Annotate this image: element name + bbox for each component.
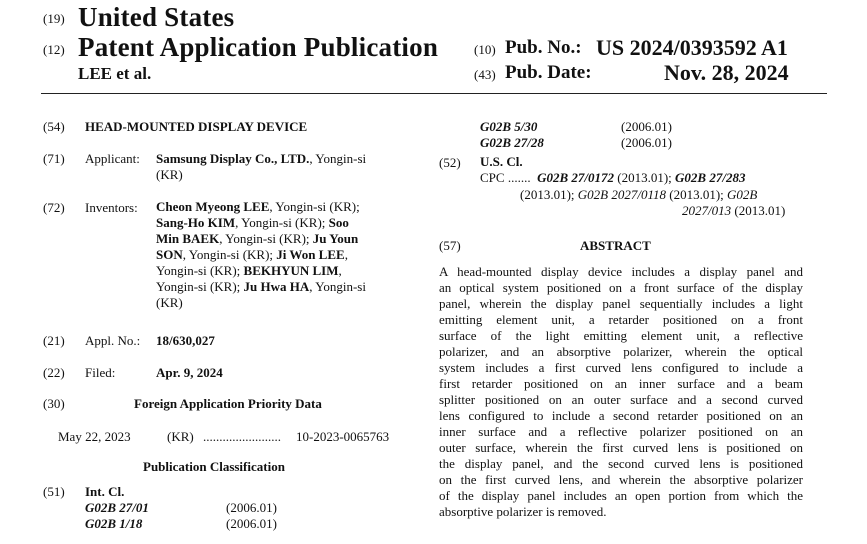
abstract-line: on the first curved lens, and wherein the absorptive polarizer	[439, 472, 803, 487]
publication-classification-heading: Publication Classification	[143, 459, 285, 474]
inventors-line	[156, 247, 406, 263]
abstract-line: the display panel, and the second curved lens is positioned	[439, 456, 803, 471]
inventor-name: Ju Youn	[312, 231, 359, 246]
inid-code-43: (43)	[474, 67, 496, 82]
int-cl-version: (2006.01)	[226, 516, 277, 531]
cpc-line-3	[682, 203, 785, 219]
inventor-location: (KR)	[156, 295, 183, 310]
cpc-version: (2013.01)	[731, 203, 786, 218]
inventor-location: , Yongin-si (KR);	[269, 199, 360, 214]
abstract-line: A head-mounted display device includes a display panel and	[439, 264, 803, 279]
inid-code-12: (12)	[43, 42, 65, 57]
cpc-version: (2013.01);	[666, 187, 728, 202]
int-cl-label: Int. Cl.	[85, 484, 125, 499]
inventor-name: Cheon Myeong LEE	[156, 199, 270, 214]
cpc-version: (2013.01);	[520, 187, 578, 202]
applicant-label: Applicant:	[85, 151, 140, 166]
cpc-code: G02B	[727, 187, 758, 202]
inid-code-71: (71)	[43, 151, 65, 166]
applicant-country: (KR)	[156, 167, 183, 182]
abstract-line: outer surface, wherein the first curved lens is positioned on	[439, 440, 803, 455]
applicant-short-name: LEE et al.	[78, 64, 152, 83]
int-cl-code: G02B 27/28	[480, 135, 544, 150]
cpc-code: G02B 27/283	[675, 170, 746, 185]
inventor-location: , Yongin-si (KR);	[219, 231, 313, 246]
abstract-line: inner surface and a reflective polarizer positioned on an	[439, 424, 803, 439]
inventor-name: Soo	[328, 215, 349, 230]
abstract-line: absorptive polarizer is removed.	[439, 504, 607, 519]
int-cl-version: (2006.01)	[621, 135, 672, 150]
inventors-line	[156, 263, 406, 279]
abstract-line: panel, wherein the display panel sequentially includes a light	[439, 296, 803, 311]
applicant-line-1	[156, 151, 366, 167]
inid-code-52: (52)	[439, 155, 461, 170]
country-title: United States	[78, 2, 235, 32]
header-divider	[41, 93, 827, 94]
inventor-name: SON	[156, 247, 183, 262]
us-cl-label: U.S. Cl.	[480, 154, 523, 169]
abstract-line: surface of the light emitting element unit, a reflective	[439, 328, 803, 343]
inventor-name: Ji Won LEE	[276, 247, 345, 262]
inventors-line	[156, 279, 406, 295]
publication-number: US 2024/0393592 A1	[596, 35, 788, 60]
inventors-line	[156, 215, 406, 231]
cpc-code: G02B 27/0172	[537, 170, 614, 185]
pub-date-label: Pub. Date:	[505, 62, 592, 83]
inventor-name: Ju Hwa HA	[243, 279, 310, 294]
priority-country: (KR)	[167, 429, 194, 444]
applicant-name: Samsung Display Co., LTD.	[156, 151, 310, 166]
cpc-label: CPC .......	[480, 170, 531, 185]
inventor-location: , Yongin-si (KR);	[235, 215, 329, 230]
abstract-line: system includes a first curved lens configured to include a	[439, 360, 803, 375]
inventor-location: ,	[344, 247, 348, 262]
inventor-name: Min BAEK	[156, 231, 220, 246]
applicant-location: , Yongin-si	[309, 151, 367, 166]
priority-date: May 22, 2023	[58, 429, 131, 444]
priority-heading: Foreign Application Priority Data	[134, 396, 322, 411]
abstract-line: polarizer, and an absorptive polarizer, wherein the optical	[439, 344, 803, 359]
inid-code-22: (22)	[43, 365, 65, 380]
priority-dots: ........................	[203, 429, 281, 444]
inid-code-51: (51)	[43, 484, 65, 499]
appl-no-label: Appl. No.:	[85, 333, 141, 348]
filed-label: Filed:	[85, 365, 116, 380]
int-cl-version: (2006.01)	[621, 119, 672, 134]
cpc-version: (2013.01);	[614, 170, 676, 185]
abstract-line: emitting element unit, a retarder positioned on a front	[439, 312, 803, 327]
inventors-line	[156, 231, 406, 247]
int-cl-code: G02B 5/30	[480, 119, 538, 134]
int-cl-code: G02B 1/18	[85, 516, 143, 531]
inid-code-19: (19)	[43, 11, 65, 26]
inventor-location: Yongin-si (KR);	[156, 263, 244, 278]
abstract-line: first retarder positioned on an inner surface and a beam	[439, 376, 803, 391]
inventor-location: Yongin-si (KR);	[156, 279, 244, 294]
pub-no-label: Pub. No.:	[505, 37, 582, 58]
cpc-line-2	[520, 187, 757, 203]
filing-date: Apr. 9, 2024	[156, 365, 223, 380]
inventor-location: , Yongin-si	[309, 279, 366, 294]
priority-number: 10-2023-0065763	[296, 429, 390, 444]
application-number: 18/630,027	[156, 333, 215, 348]
document-type-title: Patent Application Publication	[78, 32, 439, 62]
int-cl-version: (2006.01)	[226, 500, 277, 515]
inventor-location: ,	[338, 263, 342, 278]
publication-date: Nov. 28, 2024	[664, 60, 789, 85]
inventors-list	[156, 199, 406, 311]
inid-code-10: (10)	[474, 42, 496, 57]
inid-code-54: (54)	[43, 119, 65, 134]
abstract-line: an optical system positioned on a front surface of the display	[439, 280, 803, 295]
inventors-line	[156, 199, 406, 215]
inventors-line	[156, 295, 406, 311]
inid-code-30: (30)	[43, 396, 65, 411]
int-cl-code: G02B 27/01	[85, 500, 149, 515]
cpc-line-1	[480, 170, 745, 186]
inid-code-21: (21)	[43, 333, 65, 348]
inventor-name: Sang-Ho KIM	[156, 215, 236, 230]
inventor-name: BEKHYUN LIM	[243, 263, 339, 278]
invention-title: HEAD-MOUNTED DISPLAY DEVICE	[85, 119, 308, 134]
abstract-line: lens configured to include a second retarder positioned on an	[439, 408, 803, 423]
inventors-label: Inventors:	[85, 200, 138, 215]
inid-code-72: (72)	[43, 200, 65, 215]
inid-code-57: (57)	[439, 238, 461, 253]
abstract-heading: ABSTRACT	[580, 238, 651, 253]
abstract-line: of the display panel includes an open portion from which the	[439, 488, 803, 503]
cpc-code: 2027/013	[682, 203, 732, 218]
cpc-code: G02B 2027/0118	[577, 187, 667, 202]
inventor-location: , Yongin-si (KR);	[182, 247, 277, 262]
abstract-line: splitter positioned on an outer surface and a second curved	[439, 392, 803, 407]
abstract-text	[439, 264, 803, 520]
